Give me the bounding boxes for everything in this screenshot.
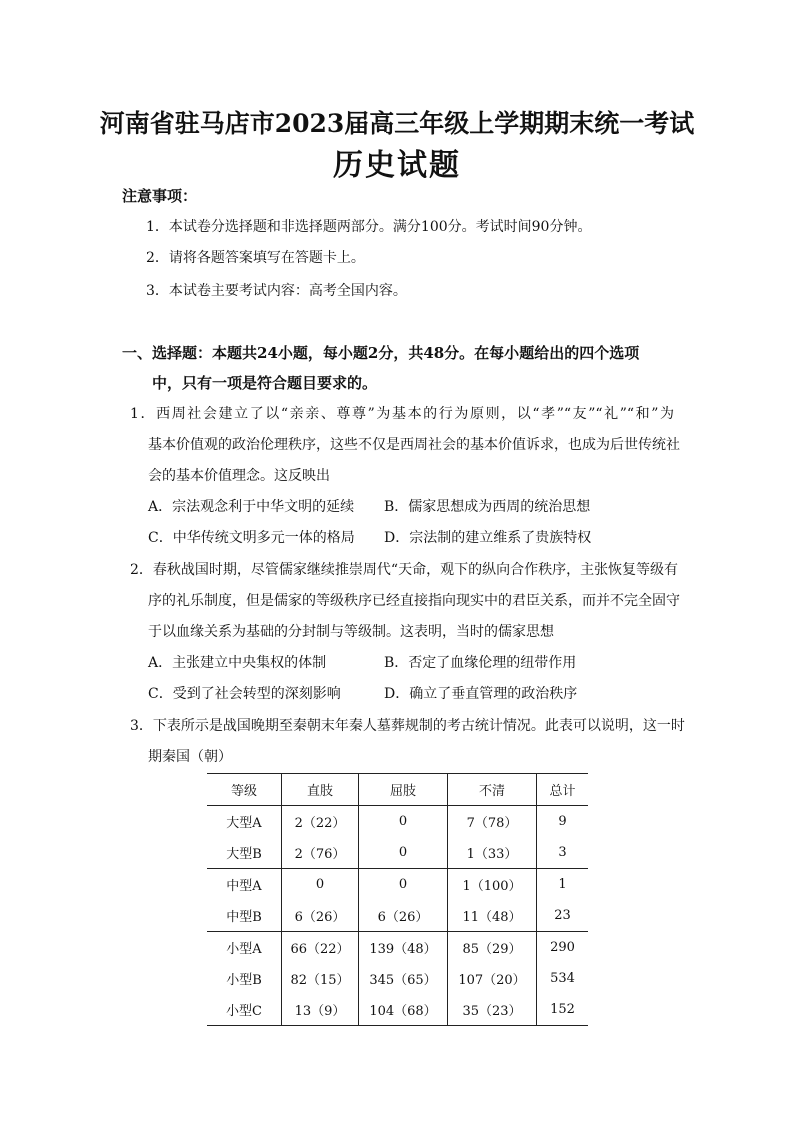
table-header-cell: 直肢 <box>282 774 359 806</box>
table-cell: 107（20） <box>448 963 537 994</box>
notice-item-2: 2．请将各题答案填写在答题卡上。 <box>146 250 365 266</box>
table-cell: 85（29） <box>448 932 537 964</box>
table-row <box>207 932 588 964</box>
table-header-cell: 不清 <box>448 774 537 806</box>
question-2-option-c: C．受到了社会转型的深刻影响 <box>148 686 341 702</box>
table-cell: 小型A <box>207 932 282 964</box>
table-cell: 6（26） <box>359 900 448 932</box>
table-cell: 1（100） <box>448 869 537 901</box>
question-2-option-a: A．主张建立中央集权的体制 <box>148 655 327 671</box>
question-2-line-3: 于以血缘关系为基础的分封制与等级制。这表明，当时的儒家思想 <box>148 624 554 640</box>
question-2-line-1: 2．春秋战国时期，尽管儒家继续推崇周代“天命，观下的纵向合作秩序，主张恢复等级有 <box>130 562 679 578</box>
table-cell: 345（65） <box>359 963 448 994</box>
table-cell: 小型C <box>207 994 282 1026</box>
table-cell: 9 <box>537 806 589 838</box>
table-cell: 中型A <box>207 869 282 901</box>
table-row <box>207 900 588 932</box>
burial-statistics-table <box>207 773 588 1026</box>
table-cell: 152 <box>537 994 589 1026</box>
question-1-option-d: D．宗法制的建立维系了贵族特权 <box>384 530 592 546</box>
table-cell: 中型B <box>226 910 262 925</box>
table-cell: 0 <box>359 837 448 869</box>
section-heading-cont: 中，只有一项是符合题目要求的。 <box>152 374 378 392</box>
table-cell: 2（76） <box>282 837 359 869</box>
table-cell: 1 <box>537 869 589 901</box>
table-cell: 0 <box>359 869 448 901</box>
table-cell: 13（9） <box>282 994 359 1026</box>
notice-heading: 注意事项： <box>122 187 198 205</box>
table-cell: 0 <box>359 806 448 838</box>
question-2-option-b: B．否定了血缘伦理的纽带作用 <box>384 655 577 671</box>
question-1-option-a: A．宗法观念利于中华文明的延续 <box>148 499 355 515</box>
table-cell: 1（33） <box>448 837 537 869</box>
question-1-line-2: 基本价值观的政治伦理秩序，这些不仅是西周社会的基本价值诉求，也成为后世传统社 <box>148 437 680 453</box>
table-cell: 0 <box>282 869 359 901</box>
table-cell: 139（48） <box>359 932 448 964</box>
table-cell: 104（68） <box>359 994 448 1026</box>
table-row <box>207 994 588 1026</box>
table-cell: 6（26） <box>282 900 359 932</box>
question-1-line-1: 1．西周社会建立了以“亲亲、尊尊”为基本的行为原则，以“孝”“友”“礼”“和”为 <box>130 406 674 422</box>
question-1-line-3: 会的基本价值理念。这反映出 <box>148 468 330 484</box>
question-1-option-b: B．儒家思想成为西周的统治思想 <box>384 499 591 515</box>
table-row <box>207 837 588 869</box>
table-header-cell: 屈肢 <box>359 774 448 806</box>
table-cell: 66（22） <box>282 932 359 964</box>
table-cell: 82（15） <box>282 963 359 994</box>
notice-item-1: 1．本试卷分选择题和非选择题两部分。满分100分。考试时间90分钟。 <box>146 219 592 235</box>
question-3-line-1: 3．下表所示是战国晚期至秦朝末年秦人墓葬规制的考古统计情况。此表可以说明，这一时 <box>130 718 685 734</box>
table-cell: 2（22） <box>282 806 359 838</box>
table-row <box>207 806 588 838</box>
question-2-option-d: D．确立了垂直管理的政治秩序 <box>384 686 578 702</box>
table-cell: 11（48） <box>448 900 537 932</box>
table-cell: 35（23） <box>448 994 537 1026</box>
table-header-cell: 总计 <box>537 774 589 806</box>
table-cell: 大型B <box>226 847 262 862</box>
question-2-line-2: 序的礼乐制度，但是儒家的等级秩序已经直接指向现实中的君臣关系，而并不完全固守 <box>148 593 680 609</box>
table-cell: 7（78） <box>448 806 537 838</box>
question-3-line-2: 期秦国（朝） <box>148 749 232 765</box>
table-cell: 大型A <box>226 816 262 831</box>
question-1-option-c: C．中华传统文明多元一体的格局 <box>148 530 355 546</box>
table-cell: 534 <box>537 963 589 994</box>
exam-title: 河南省驻马店市2023届高三年级上学期期末统一考试 <box>99 109 695 138</box>
table-cell: 小型B <box>226 973 262 988</box>
table-header-row <box>207 774 588 806</box>
table-row <box>207 963 588 994</box>
exam-subject-title: 历史试题 <box>333 148 461 183</box>
section-heading: 一、选择题：本题共24小题，每小题2分，共48分。在每小题给出的四个选项 <box>122 344 640 362</box>
table-header-cell: 等级 <box>207 774 282 806</box>
notice-item-3: 3．本试卷主要考试内容：高考全国内容。 <box>146 283 407 299</box>
table-cell: 3 <box>537 837 589 869</box>
table-cell: 23 <box>537 900 589 932</box>
table-cell: 290 <box>537 932 589 964</box>
table-row <box>207 869 588 901</box>
